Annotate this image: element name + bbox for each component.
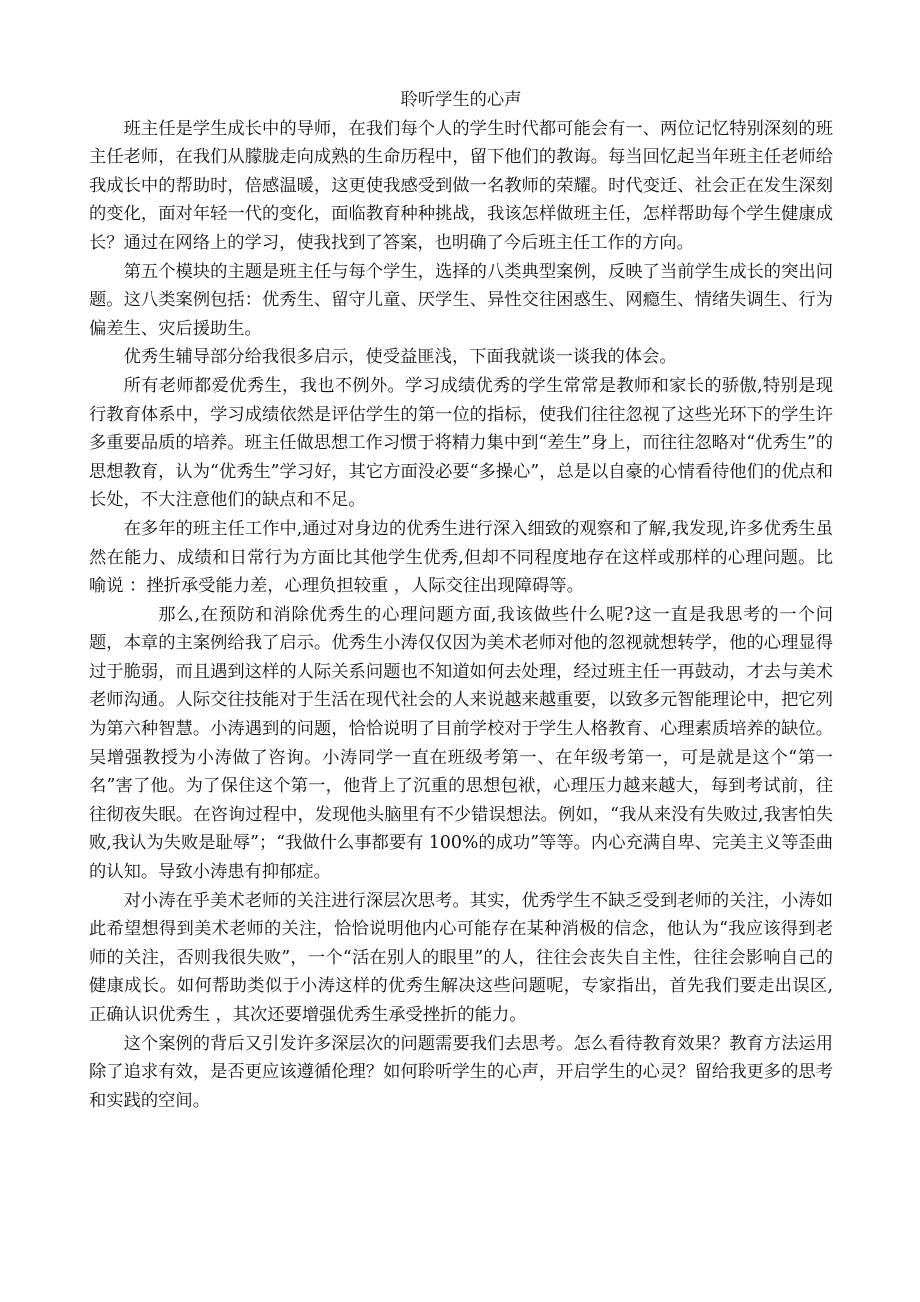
paragraph-excellent-students: 所有老师都爱优秀生，我也不例外。学习成绩优秀的学生常常是教师和家长的骄傲,特别是现行教育体系中，学习成绩依然是评估学生的第一位的指标，使我们往往忽视了这些光环下的学生许多重要品质的培养。班主任做思想工作习惯于将精力集中到“差生”身上，而往往忽略对“优秀生”的思想教育，认为“优秀生”学习好，其它方面没必要“多操心”，总是以自豪的心情看待他们的优点和长处，不大注意他们的缺点和不足。: [89, 375, 833, 511]
paragraph-observation: 在多年的班主任工作中,通过对身边的优秀生进行深入细致的观察和了解,我发现,许多优秀生虽然在能力、成绩和日常行为方面比其他学生优秀,但却不同程度地存在这样或那样的心理问题。比喻说 ：挫折承受能力差，心理负担较重 ，人际交往出现障碍等。: [89, 518, 833, 597]
document-title: 聆听学生的心声: [400, 90, 522, 110]
paragraph-intro: 班主任是学生成长中的导师，在我们每个人的学生时代都可能会有一、两位记忆特别深刻的班主任老师，在我们从朦胧走向成熟的生命历程中，留下他们的教诲。每当回忆起当年班主任老师给我成长中的帮助时，倍感温暖，这更使我感受到做一名教师的荣耀。时代变迁、社会正在发生深刻的变化，面对年轻一代的变化，面临教育种种挑战，我该怎样做班主任，怎样帮助每个学生健康成长？通过在网络上的学习，使我找到了答案，也明确了今后班主任工作的方向。: [89, 118, 833, 253]
document-page: [89, 86, 833, 1115]
paragraph-case-study: 那么,在预防和消除优秀生的心理问题方面,我该做些什么呢?这一直是我思考的一个问题，本章的主案例给我了启示。优秀生小涛仅仅因为美术老师对他的忽视就想转学，他的心理显得过于脆弱，而且遇到这样的人际关系问题也不知道如何去处理，经过班主任一再鼓动，才去与美术老师沟通。人际交往技能对于生活在现代社会的人来说越来越重要，以致多元智能理论中，把它列为第六种智慧。小涛遇到的问题，恰恰说明了目前学校对于学生人格教育、心理素质培养的缺位。吴增强教授为小涛做了咨询。小涛同学一直在班级考第一、在年级考第一，可是就是这个“第一名”害了他。为了保住这个第一，他背上了沉重的思想包袱，心理压力越来越大，每到考试前，往往彻夜失眠。在咨询过程中，发现他头脑里有不少错误想法。例如，“我从来没有失败过,我害怕失败,我认为失败是耻辱”；“我做什么事都要有 100%的成功”等等。内心充满自卑、完美主义等歪曲的认知。导致小涛患有抑郁症。: [89, 604, 833, 883]
paragraph-module-five: 第五个模块的主题是班主任与每个学生，选择的八类典型案例，反映了当前学生成长的突出问题。这八类案例包括：优秀生、留守儿童、厌学生、异性交往困惑生、网瘾生、情绪失调生、行为偏差生、灾后援助生。: [89, 261, 833, 339]
paragraph-reflection: 对小涛在乎美术老师的关注进行深层次思考。其实，优秀学生不缺乏受到老师的关注，小涛如此希望想得到美术老师的关注，恰恰说明他内心可能存在某种消极的信念，他认为“我应该得到老师的关注，否则我很失败”，一个“活在别人的眼里”的人，往往会丧失自主性，往往会影响自己的健康成长。如何帮助类似于小涛这样的优秀生解决这些问题呢，专家指出，首先我们要走出误区,正确认识优秀生 ，其次还要增强优秀生承受挫折的能力。: [89, 890, 833, 1025]
paragraph-conclusion: 这个案例的背后又引发许多深层次的问题需要我们去思考。怎么看待教育效果？教育方法运用除了追求有效，是否更应该遵循伦理？如何聆听学生的心声，开启学生的心灵？留给我更多的思考和实践的空间。: [89, 1033, 833, 1111]
paragraph-inspiration: 优秀生辅导部分给我很多启示，使受益匪浅，下面我就谈一谈我的体会。: [123, 347, 677, 368]
